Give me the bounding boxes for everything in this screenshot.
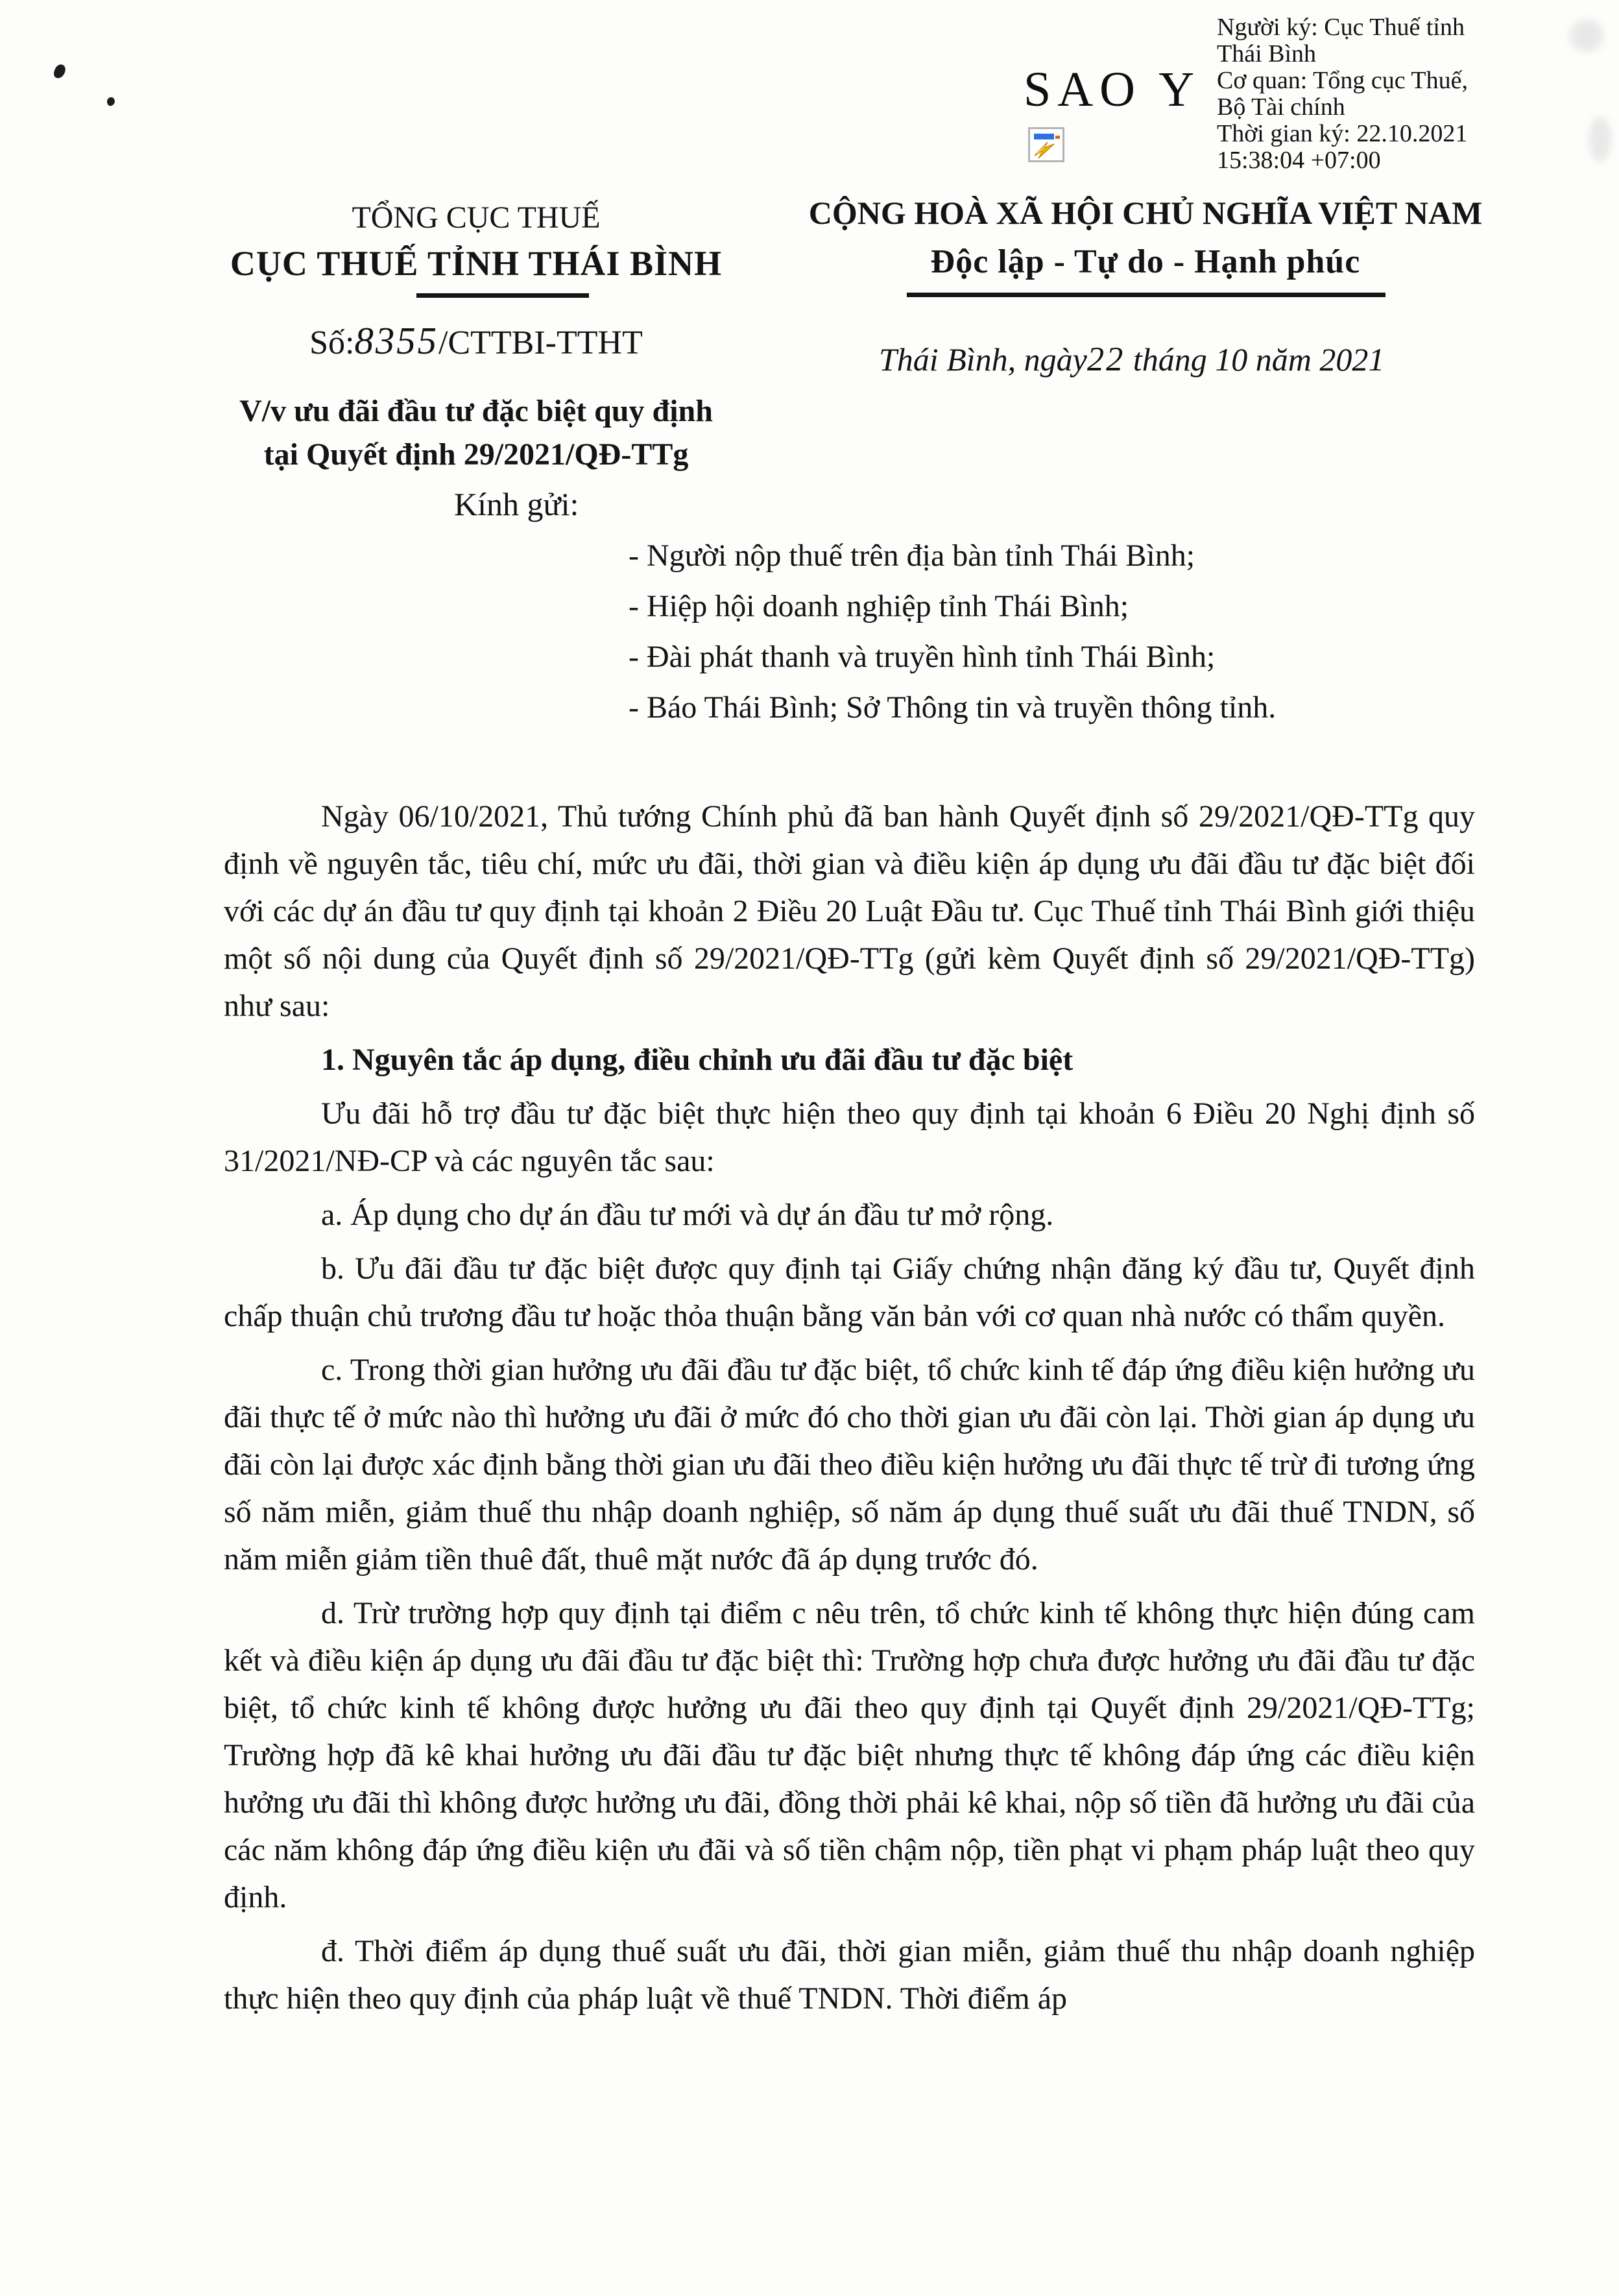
body-paragraph: Ngày 06/10/2021, Thủ tướng Chính phủ đã ban hành Quyết định số 29/2021/QĐ-TTg quy định về nguyên tắc, tiêu chí, mức ưu đãi, thời gian và điều kiện áp dụng ưu đãi đầu tư đặc biệt đối với các dự án đầu tư quy định tại khoản 2 Điều 20 Luật Đầu tư. Cục Thuế tỉnh Thái Bình giới thiệu một số nội dung của Quyết định số 29/2021/QĐ-TTg (gửi kèm Quyết định số 29/2021/QĐ-TTg) như sau: bbox=[224, 799, 1475, 1023]
document-number-suffix: /CTTBI-TTHT bbox=[438, 324, 643, 361]
signature-info-line: Bộ Tài chính bbox=[1217, 93, 1345, 121]
national-motto: Độc lập - Tự do - Hạnh phúc bbox=[930, 243, 1361, 280]
signature-info-line: Cơ quan: Tổng cục Thuế, bbox=[1217, 67, 1469, 94]
signature-info-line: Thời gian ký: 22.10.2021 bbox=[1217, 120, 1468, 147]
subject-line-2: tại Quyết định 29/2021/QĐ-TTg bbox=[263, 437, 689, 472]
body-paragraph: Ưu đãi hỗ trợ đầu tư đặc biệt thực hiện theo quy định tại khoản 6 Điều 20 Nghị định số 31/2021/NĐ-CP và các nguyên tắc sau: bbox=[224, 1096, 1475, 1178]
body-paragraph: d. Trừ trường hợp quy định tại điểm c nêu trên, tổ chức kinh tế không thực hiện đúng cam kết và điều kiện áp dụng ưu đãi đầu tư đặc biệt thì: Trường hợp chưa được hưởng ưu đãi đầu tư đặc biệt, tổ chức kinh tế không được hưởng ưu đãi theo quy định tại Quyết định 29/2021/QĐ-TTg; Trường hợp đã kê khai hưởng ưu đãi đầu tư đặc biệt nhưng thực tế không đáp ứng các điều kiện hưởng ưu đãi thì không được hưởng ưu đãi, đồng thời phải kê khai, nộp số tiền đã hưởng ưu đãi của các năm không đáp ứng điều kiện ưu đãi và số tiền chậm nộp, tiền phạt vi phạm pháp luật theo quy định. bbox=[224, 1596, 1475, 1915]
sao-y-stamp: SAO Y bbox=[1024, 62, 1201, 117]
recipient-item: - Hiệp hội doanh nghiệp tỉnh Thái Bình; bbox=[629, 589, 1129, 623]
signature-info-line: Thái Bình bbox=[1217, 40, 1317, 67]
dateline-day-handwritten: 22 bbox=[1086, 341, 1125, 378]
motto-underline bbox=[907, 293, 1385, 297]
issuing-org: CỤC THUẾ TỈNH THÁI BÌNH bbox=[230, 244, 723, 284]
document-number bbox=[215, 319, 738, 363]
section-heading: 1. Nguyên tắc áp dụng, điều chỉnh ưu đãi đầu tư đặc biệt bbox=[321, 1043, 1073, 1077]
body-paragraph: c. Trong thời gian hưởng ưu đãi đầu tư đặc biệt, tổ chức kinh tế đáp ứng điều kiện hưởng ưu đãi thực tế ở mức nào thì hưởng ưu đãi ở mức đó cho thời gian ưu đãi còn lại. Thời gian áp dụng ưu đãi còn lại được xác định bằng thời gian ưu đãi theo điều kiện hưởng ưu đãi thực tế trừ đi tương ứng số năm miễn, giảm thuế thu nhập doanh nghiệp, số năm áp dụng thuế suất ưu đãi thuế TNDN, số năm miễn giảm tiền thuê đất, thuê mặt nước đã áp dụng trước đó. bbox=[224, 1353, 1475, 1577]
recipient-list bbox=[629, 531, 1276, 733]
body-paragraph: đ. Thời điểm áp dụng thuế suất ưu đãi, thời gian miễn, giảm thuế thu nhập doanh nghiệp thực hiện theo quy định của pháp luật về thuế TNDN. Thời điểm áp bbox=[224, 1934, 1475, 2016]
body-paragraph: a. Áp dụng cho dự án đầu tư mới và dự án đầu tư mở rộng. bbox=[321, 1198, 1054, 1232]
issuer-header bbox=[215, 200, 738, 284]
document-number-prefix: Số: bbox=[309, 324, 355, 361]
recipient-item: - Đài phát thanh và truyền hình tỉnh Thái Bình; bbox=[629, 640, 1216, 674]
salutation-label: Kính gửi: bbox=[454, 486, 579, 522]
ink-speck bbox=[106, 97, 115, 106]
national-header bbox=[771, 195, 1520, 281]
scan-smudge bbox=[1589, 117, 1611, 162]
letter-body bbox=[224, 793, 1475, 2029]
recipient-item: - Người nộp thuế trên địa bàn tỉnh Thái Bình; bbox=[629, 538, 1195, 573]
document-number-handwritten: 8355 bbox=[354, 320, 439, 362]
body-paragraph: b. Ưu đãi đầu tư đặc biệt được quy định tại Giấy chứng nhận đăng ký đầu tư, Quyết định chấp thuận chủ trương đầu tư hoặc thỏa thuận bằng văn bản với cơ quan nhà nước có thẩm quyền. bbox=[224, 1251, 1475, 1333]
dateline-prefix: Thái Bình, ngày bbox=[879, 341, 1087, 378]
recipient-item: - Báo Thái Bình; Sở Thông tin và truyền thông tỉnh. bbox=[629, 690, 1277, 725]
subject-line-1: V/v ưu đãi đầu tư đặc biệt quy định bbox=[239, 394, 713, 428]
ink-speck bbox=[53, 63, 67, 80]
national-title: CỘNG HOÀ XÃ HỘI CHỦ NGHĨA VIỆT NAM bbox=[808, 195, 1483, 231]
scan-smudge bbox=[1570, 19, 1603, 52]
signature-info-line: Người ký: Cục Thuế tỉnh bbox=[1217, 14, 1465, 41]
signature-info-line: 15:38:04 +07:00 bbox=[1217, 147, 1381, 174]
signature-info bbox=[1217, 14, 1554, 174]
place-and-date-line bbox=[879, 340, 1521, 379]
dateline-suffix: tháng 10 năm 2021 bbox=[1125, 341, 1385, 378]
digital-signature-icon bbox=[1028, 127, 1064, 162]
issuing-parent-org: TỔNG CỤC THUẾ bbox=[352, 200, 601, 235]
issuer-underline bbox=[416, 293, 589, 298]
document-subject bbox=[215, 389, 738, 476]
